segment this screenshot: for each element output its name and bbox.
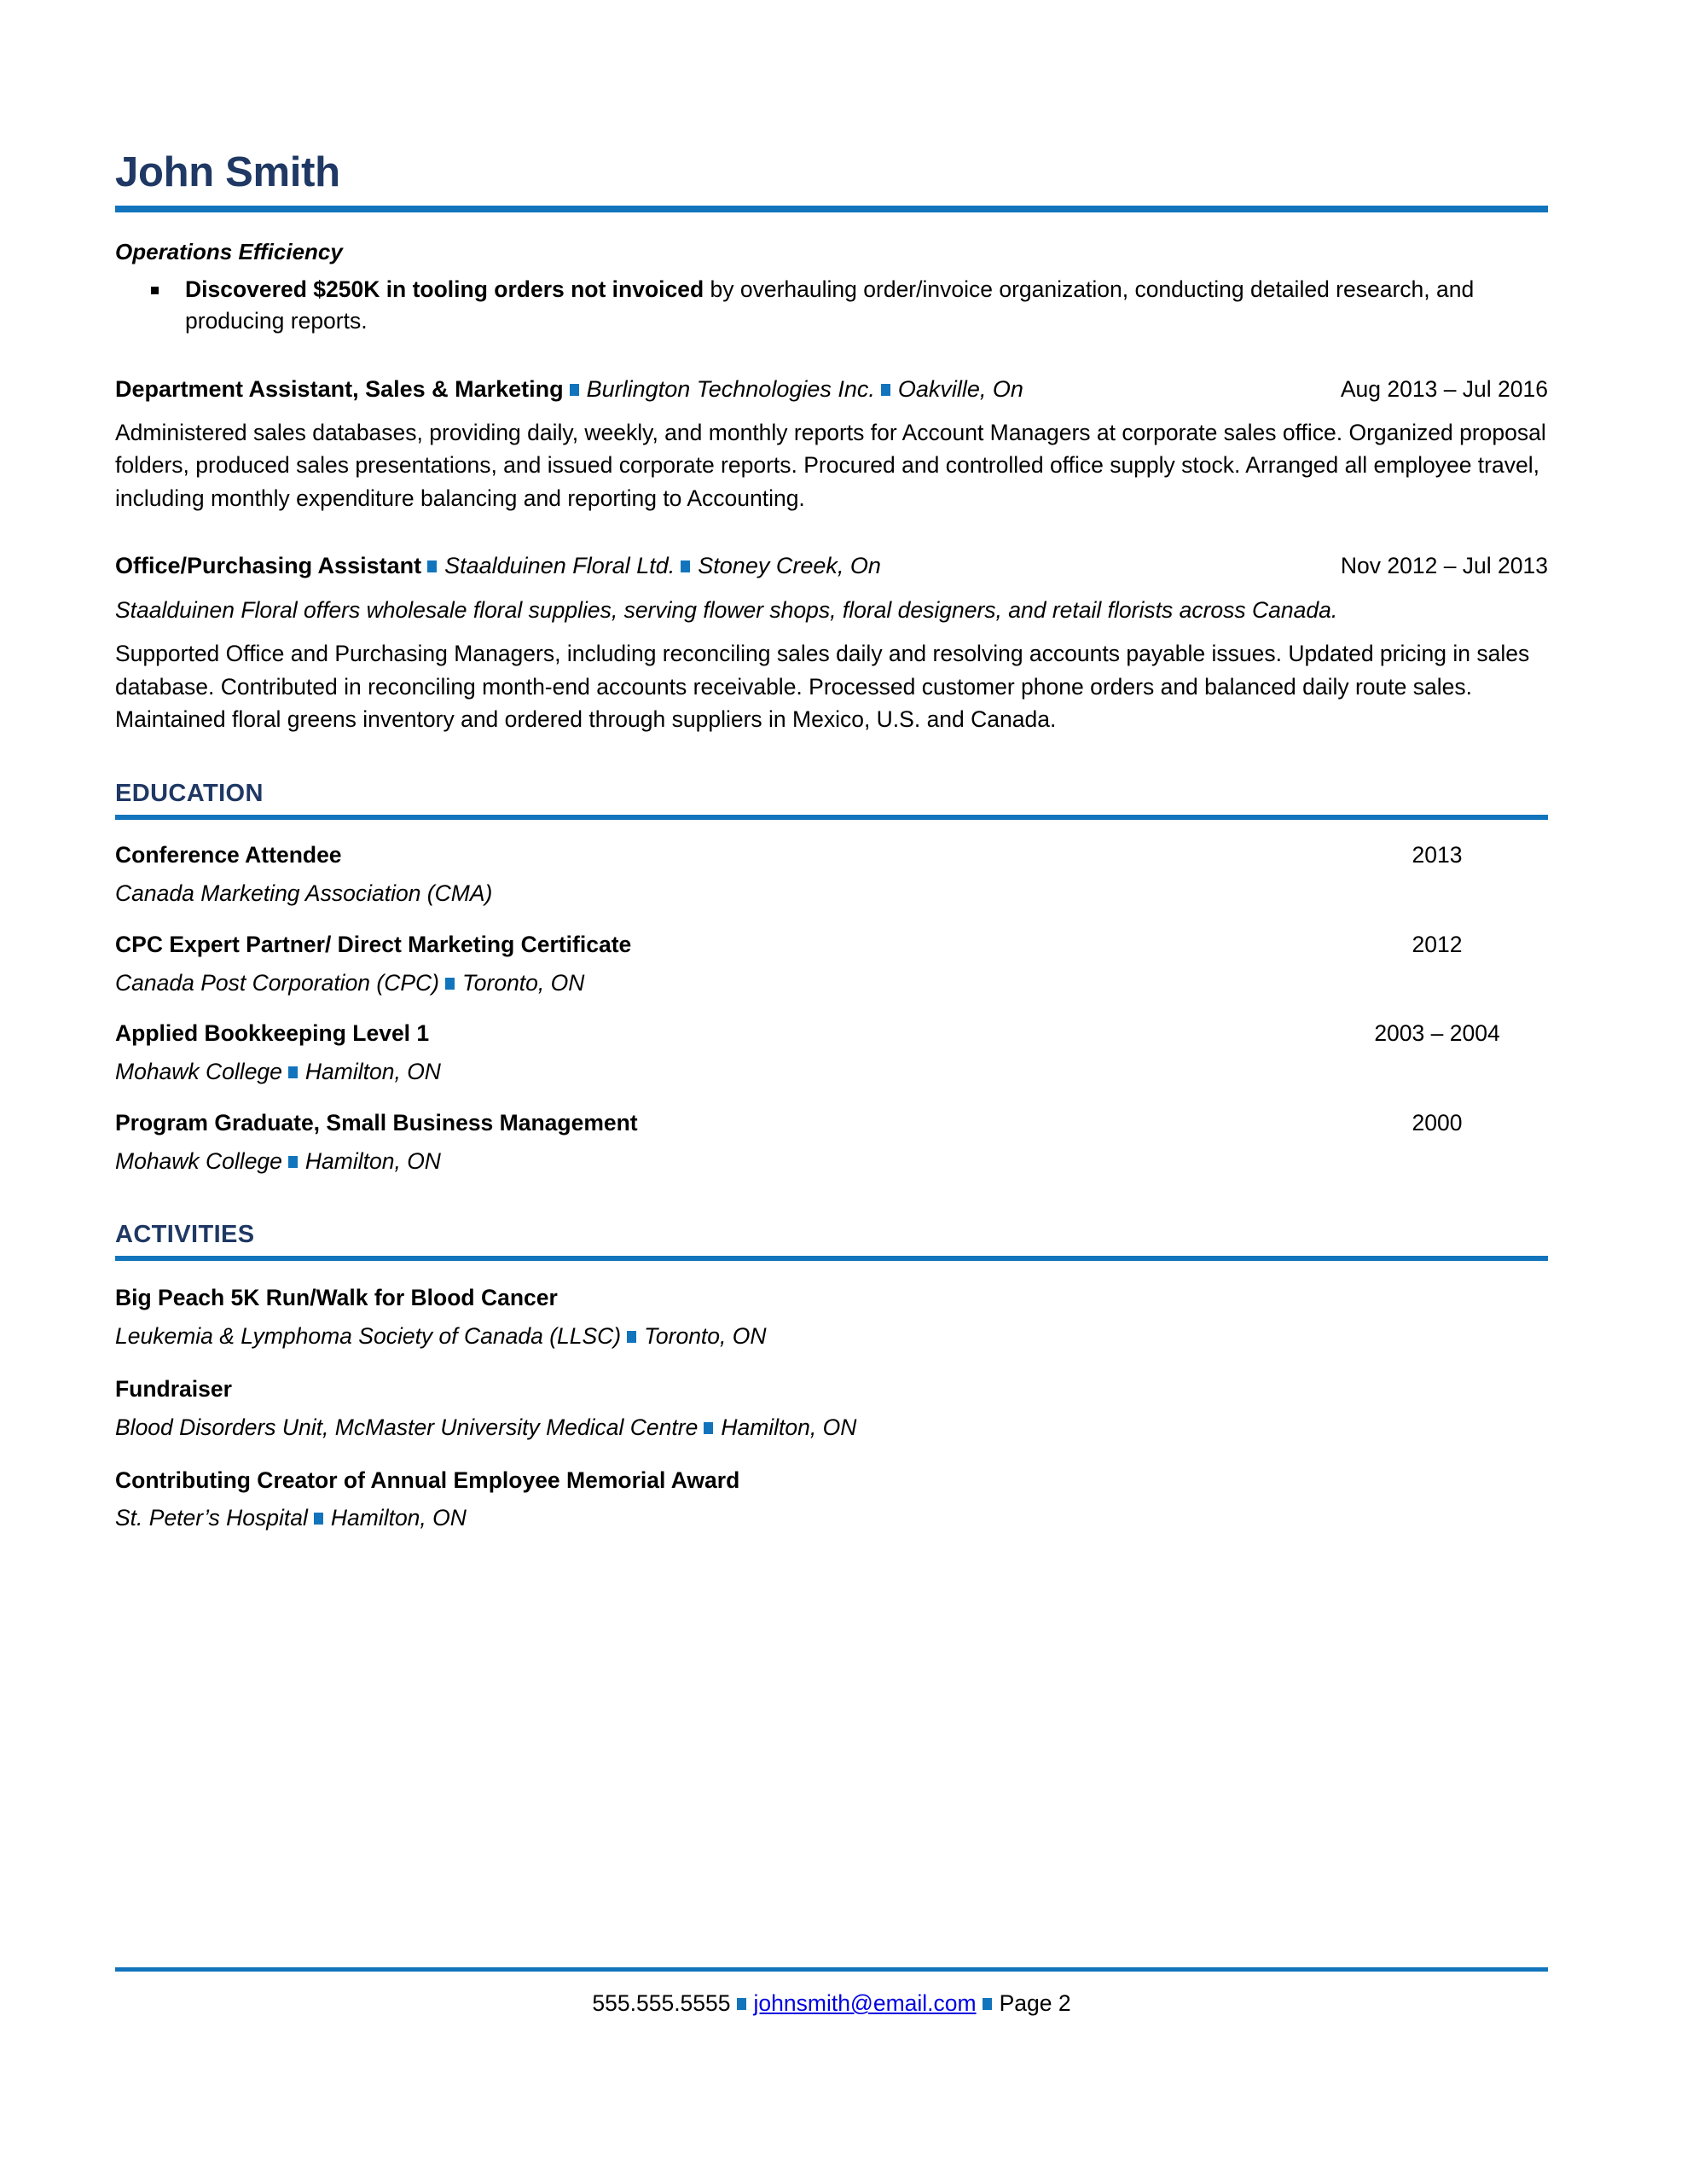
company-description: Staalduinen Floral offers wholesale floral supplies, serving flower shops, floral designers, and retail florists across Canada. <box>115 596 1338 623</box>
company-name: Staalduinen Floral Ltd. <box>444 553 675 579</box>
education-institution: Mohawk College <box>115 1147 282 1174</box>
education-location: Hamilton, ON <box>304 1059 441 1085</box>
achievement-list <box>115 274 1548 338</box>
job-location: Oakville, On <box>897 376 1023 403</box>
achievement-highlight: Discovered $250K in tooling orders not invoiced <box>185 276 704 302</box>
activity-organization: St. Peter’s Hospital <box>115 1505 308 1531</box>
activity-organization-line <box>115 1413 1548 1443</box>
education-entry <box>115 840 1548 909</box>
activity-entry <box>115 1466 1548 1535</box>
education-title: Program Graduate, Small Business Management <box>115 1110 638 1136</box>
job-description: Administered sales databases, providing daily, weekly, and monthly reports for Account Managers at corporate sales office. Organized proposal folders, produced sales presentations, and issued corporate reports. Procured and controlled office supply stock. Arranged all employee travel, including monthly expenditure balancing and reporting to Accounting. <box>115 419 1546 511</box>
job-dates: Aug 2013 – Jul 2016 <box>1340 376 1548 403</box>
education-title: Applied Bookkeeping Level 1 <box>115 1020 430 1047</box>
page-footer <box>115 1967 1548 2018</box>
activity-title: Big Peach 5K Run/Walk for Blood Cancer <box>115 1285 558 1311</box>
activity-location: Hamilton, ON <box>330 1505 467 1531</box>
header-divider <box>115 206 1548 212</box>
activity-organization-line <box>115 1503 1548 1534</box>
square-separator-icon <box>445 978 455 990</box>
education-title: CPC Expert Partner/ Direct Marketing Certificate <box>115 931 632 957</box>
education-institution: Mohawk College <box>115 1059 282 1085</box>
square-separator-icon <box>288 1156 298 1168</box>
activity-title: Fundraiser <box>115 1375 232 1402</box>
experience-entry <box>115 550 1548 735</box>
education-institution-line <box>115 968 1548 999</box>
education-institution-line <box>115 1057 1548 1088</box>
square-separator-icon <box>881 384 890 396</box>
education-entry <box>115 1108 1548 1177</box>
square-separator-icon <box>570 384 579 396</box>
square-separator-icon <box>427 561 437 572</box>
activity-organization-line <box>115 1321 1548 1352</box>
education-year: 2003 – 2004 <box>1374 1020 1500 1047</box>
footer-divider <box>115 1967 1548 1972</box>
phone-number: 555.555.5555 <box>592 1990 731 2016</box>
education-institution: Canada Marketing Association (CMA) <box>115 880 493 907</box>
education-year: 2012 <box>1412 931 1463 957</box>
activity-location: Toronto, ON <box>644 1323 767 1350</box>
activity-entry <box>115 1283 1548 1352</box>
square-separator-icon <box>627 1331 636 1343</box>
education-institution-line <box>115 879 1548 909</box>
job-title: Office/Purchasing Assistant <box>115 553 422 579</box>
job-description: Supported Office and Purchasing Managers, including reconciling sales daily and resolving accounts payable issues. Updated pricing in sales database. Contributed in reconciling month-end accounts receivable. Processed customer phone orders and balanced daily route sales. Maintained floral greens inventory and ordered through suppliers in Mexico, U.S. and Canada. <box>115 641 1530 733</box>
education-section <box>115 781 1548 1177</box>
company-name: Burlington Technologies Inc. <box>586 376 875 403</box>
page-title: John Smith <box>115 149 340 195</box>
experience-header <box>115 550 1548 582</box>
activity-title: Contributing Creator of Annual Employee Memorial Award <box>115 1467 740 1493</box>
experience-entry <box>115 374 1548 514</box>
activity-location: Hamilton, ON <box>721 1414 857 1440</box>
experience-header-left <box>115 374 1315 404</box>
experience-header <box>115 374 1548 405</box>
footer-contact <box>115 1989 1548 2018</box>
activity-entry <box>115 1374 1548 1443</box>
square-separator-icon <box>983 1998 992 2010</box>
achievement-detail: by overhauling order/invoice organization, conducting detailed research, and producing reports. <box>185 276 1475 334</box>
square-separator-icon <box>288 1066 298 1078</box>
operations-efficiency-block <box>115 238 1548 338</box>
section-divider <box>115 1256 1548 1261</box>
page-number: Page 2 <box>999 1990 1071 2016</box>
education-entry-line <box>115 840 1548 871</box>
resume-header <box>115 0 1548 212</box>
job-title: Department Assistant, Sales & Marketing <box>115 376 564 403</box>
page-content <box>115 0 1548 1534</box>
section-heading-education: EDUCATION <box>115 779 264 807</box>
education-institution-line <box>115 1147 1548 1177</box>
list-item <box>115 274 1548 338</box>
education-year: 2000 <box>1412 1110 1463 1136</box>
education-entry <box>115 1019 1548 1088</box>
job-location: Stoney Creek, On <box>698 553 881 579</box>
subsection-heading: Operations Efficiency <box>115 239 343 264</box>
education-title: Conference Attendee <box>115 842 342 868</box>
activities-section <box>115 1222 1548 1534</box>
education-location: Hamilton, ON <box>304 1147 441 1174</box>
square-separator-icon <box>737 1998 746 2010</box>
education-entry <box>115 930 1548 999</box>
section-divider <box>115 815 1548 820</box>
education-institution: Canada Post Corporation (CPC) <box>115 969 440 996</box>
job-dates: Nov 2012 – Jul 2013 <box>1340 553 1548 579</box>
square-bullet-icon <box>151 287 159 294</box>
education-entry-line <box>115 930 1548 961</box>
education-year: 2013 <box>1412 842 1463 868</box>
square-separator-icon <box>681 561 690 572</box>
education-location: Toronto, ON <box>462 969 585 996</box>
experience-header-left <box>115 550 1315 581</box>
activity-organization: Leukemia & Lymphoma Society of Canada (LLSC) <box>115 1323 622 1350</box>
square-separator-icon <box>314 1513 323 1525</box>
email-link[interactable]: johnsmith@email.com <box>753 1990 977 2016</box>
section-heading-activities: ACTIVITIES <box>115 1220 255 1248</box>
education-entry-line <box>115 1108 1548 1139</box>
education-entry-line <box>115 1019 1548 1049</box>
activity-organization: Blood Disorders Unit, McMaster University Medical Centre <box>115 1414 699 1440</box>
square-separator-icon <box>704 1422 713 1434</box>
